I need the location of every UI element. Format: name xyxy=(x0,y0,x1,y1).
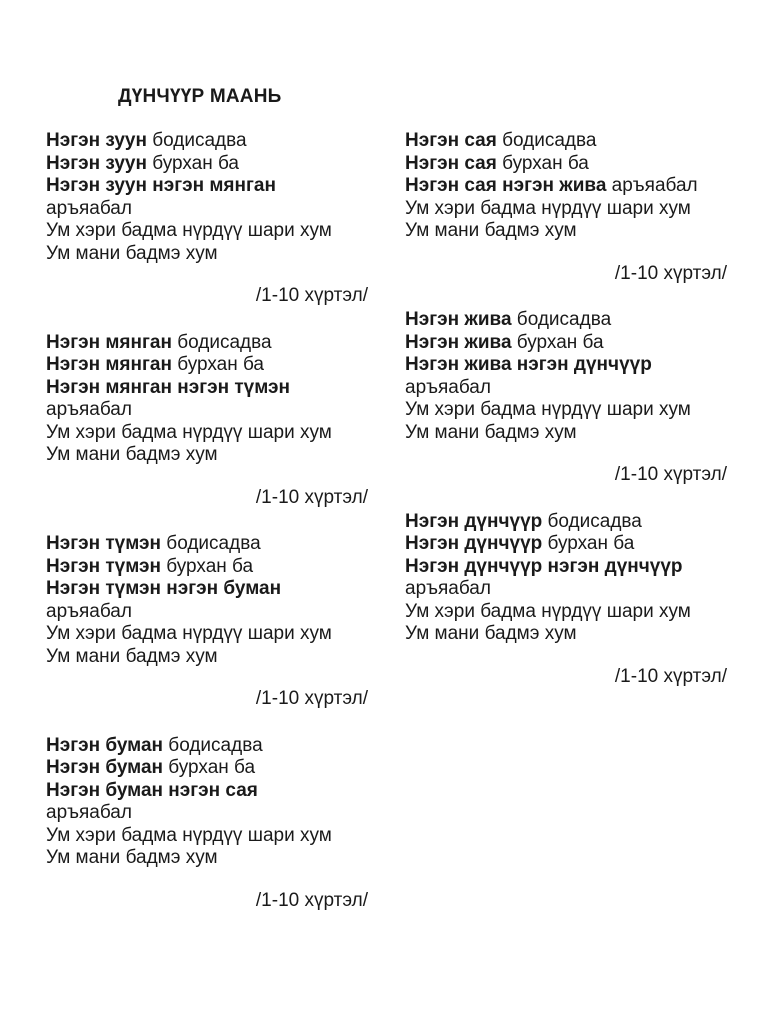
verse-line-text: Ум хэри бадма нүрдүү шари хум xyxy=(405,600,691,622)
verse-line xyxy=(405,175,727,198)
verse-line-text: Ум хэри бадма нүрдүү шари хум xyxy=(46,623,332,644)
verse-line-bold: Нэгэн түмэн нэгэн буман xyxy=(46,578,282,599)
verse-line xyxy=(405,354,727,377)
verse-line-text: бурхан ба xyxy=(496,152,589,174)
left-column xyxy=(46,130,368,936)
refrain-note: /1-10 хүртэл/ xyxy=(614,665,727,687)
verse-line-bold: Нэгэн сая xyxy=(405,130,497,151)
verse-line-bold: Нэгэн буман xyxy=(46,757,164,778)
right-column xyxy=(405,130,727,712)
verse-line-bold: Нэгэн дүнчүүр xyxy=(405,533,543,554)
verse-line-text: аръяабал xyxy=(46,399,132,420)
verse-line-text: бодисадва xyxy=(171,331,272,353)
verse-line xyxy=(46,601,368,624)
verse-line xyxy=(46,780,368,803)
page-title: ДҮНЧҮҮР МААНЬ xyxy=(118,86,282,107)
verse-line xyxy=(405,422,727,445)
verse-line-text: аръяабал xyxy=(405,376,491,398)
verse-block xyxy=(405,511,727,689)
verse-line-bold: Нэгэн сая xyxy=(405,152,497,174)
verse-line-text: бодисадва xyxy=(146,130,247,151)
verse-line xyxy=(46,533,368,556)
verse-line xyxy=(46,130,368,153)
verse-line-text: Ум мани бадмэ хум xyxy=(405,421,577,443)
verse-line-text: Ум хэри бадма нүрдүү шари хум xyxy=(46,220,332,241)
verse-line-text: аръяабал xyxy=(46,600,132,622)
verse-line xyxy=(46,735,368,758)
verse-line-text: бурхан ба xyxy=(163,757,256,778)
verse-line-text: бурхан ба xyxy=(542,533,635,554)
verse-line-text: бодисадва xyxy=(511,309,612,330)
verse-line xyxy=(46,578,368,601)
refrain-note: /1-10 хүртэл/ xyxy=(614,262,727,284)
verse-line-bold: Нэгэн мянган xyxy=(46,354,172,375)
verse-line-text: бурхан ба xyxy=(171,354,264,375)
verse-line xyxy=(405,511,727,534)
verse-line-text: аръяабал xyxy=(46,802,132,823)
verse-line-bold: Нэгэн түмэн xyxy=(46,533,162,554)
verse-line-text: бодисадва xyxy=(542,510,642,532)
verse-line-bold: Нэгэн зуун xyxy=(46,152,147,174)
verse-line xyxy=(405,578,727,601)
verse-line-bold: Нэгэн мянган нэгэн түмэн xyxy=(46,376,291,398)
verse-line xyxy=(46,175,368,198)
verse-line-text: бурхан ба xyxy=(511,331,604,353)
verse-line-bold: Нэгэн буман xyxy=(46,734,164,756)
verse-line-text: бодисадва xyxy=(161,533,261,554)
verse-line xyxy=(405,332,727,355)
verse-line xyxy=(46,847,368,870)
verse-line-bold: Нэгэн зуун нэгэн мянган xyxy=(46,175,276,196)
verse-line-text: бодисадва xyxy=(496,130,597,151)
verse-line xyxy=(46,220,368,243)
verse-line xyxy=(405,601,727,624)
verse-line-text: Ум мани бадмэ хум xyxy=(46,444,218,465)
verse-line xyxy=(405,153,727,176)
verse-line-text: Ум мани бадмэ хум xyxy=(46,847,218,868)
verse-line xyxy=(46,623,368,646)
verse-line-bold: Нэгэн дүнчүүр нэгэн дүнчүүр xyxy=(405,555,683,577)
verse-line-bold: Нэгэн жива xyxy=(405,309,512,330)
verse-line-text: Ум мани бадмэ хум xyxy=(46,645,218,667)
verse-line-text: Ум хэри бадма нүрдүү шари хум xyxy=(405,399,691,420)
verse-block xyxy=(405,130,727,285)
refrain-note: /1-10 хүртэл/ xyxy=(614,464,727,485)
verse-line xyxy=(46,646,368,669)
verse-line xyxy=(405,533,727,556)
verse-line xyxy=(405,220,727,243)
verse-block xyxy=(46,130,368,308)
verse-line xyxy=(46,556,368,579)
verse-block xyxy=(46,735,368,913)
verse-block xyxy=(405,309,727,487)
verse-line-bold: Нэгэн зуун xyxy=(46,130,147,151)
verse-block xyxy=(46,332,368,510)
verse-line xyxy=(405,556,727,579)
verse-line-text: Ум мани бадмэ хум xyxy=(46,242,218,264)
verse-line-text: бурхан ба xyxy=(146,152,239,174)
verse-line-text: Ум хэри бадма нүрдүү шари хум xyxy=(46,421,332,443)
refrain-note: /1-10 хүртэл/ xyxy=(255,285,368,306)
verse-line-bold: Нэгэн түмэн xyxy=(46,555,162,577)
verse-line xyxy=(46,802,368,825)
verse-line-bold: Нэгэн буман нэгэн сая xyxy=(46,779,258,801)
verse-line-text: бурхан ба xyxy=(161,555,254,577)
verse-line xyxy=(46,153,368,176)
verse-line xyxy=(405,130,727,153)
verse-line-bold: Нэгэн жива xyxy=(405,331,512,353)
verse-line-text: аръяабал xyxy=(405,578,491,599)
verse-line-bold: Нэгэн дүнчүүр xyxy=(405,510,543,532)
verse-line-text: аръяабал xyxy=(606,175,698,196)
verse-line xyxy=(46,377,368,400)
verse-line-text: Ум мани бадмэ хум xyxy=(405,623,577,644)
verse-line xyxy=(405,377,727,400)
verse-line-bold: Нэгэн сая нэгэн жива xyxy=(405,175,607,196)
verse-line xyxy=(405,198,727,221)
verse-line-bold: Нэгэн мянган xyxy=(46,331,172,353)
verse-line xyxy=(405,399,727,422)
verse-line xyxy=(405,623,727,646)
verse-line xyxy=(46,399,368,422)
verse-block xyxy=(46,533,368,711)
refrain-note: /1-10 хүртэл/ xyxy=(255,486,368,508)
verse-line-text: Ум хэри бадма нүрдүү шари хум xyxy=(46,824,332,846)
verse-line xyxy=(46,825,368,848)
verse-line xyxy=(46,198,368,221)
verse-line xyxy=(46,422,368,445)
verse-line xyxy=(405,309,727,332)
refrain-note: /1-10 хүртэл/ xyxy=(255,688,368,709)
verse-line xyxy=(46,354,368,377)
verse-line xyxy=(46,444,368,467)
verse-line xyxy=(46,757,368,780)
verse-line-text: бодисадва xyxy=(163,734,263,756)
verse-line xyxy=(46,332,368,355)
verse-line-text: аръяабал xyxy=(46,197,132,219)
refrain-note: /1-10 хүртэл/ xyxy=(255,889,368,911)
verse-line-bold: Нэгэн жива нэгэн дүнчүүр xyxy=(405,354,652,375)
verse-line-text: Ум хэри бадма нүрдүү шари хум xyxy=(405,197,691,219)
verse-line-text: Ум мани бадмэ хум xyxy=(405,220,577,241)
verse-line xyxy=(46,243,368,266)
